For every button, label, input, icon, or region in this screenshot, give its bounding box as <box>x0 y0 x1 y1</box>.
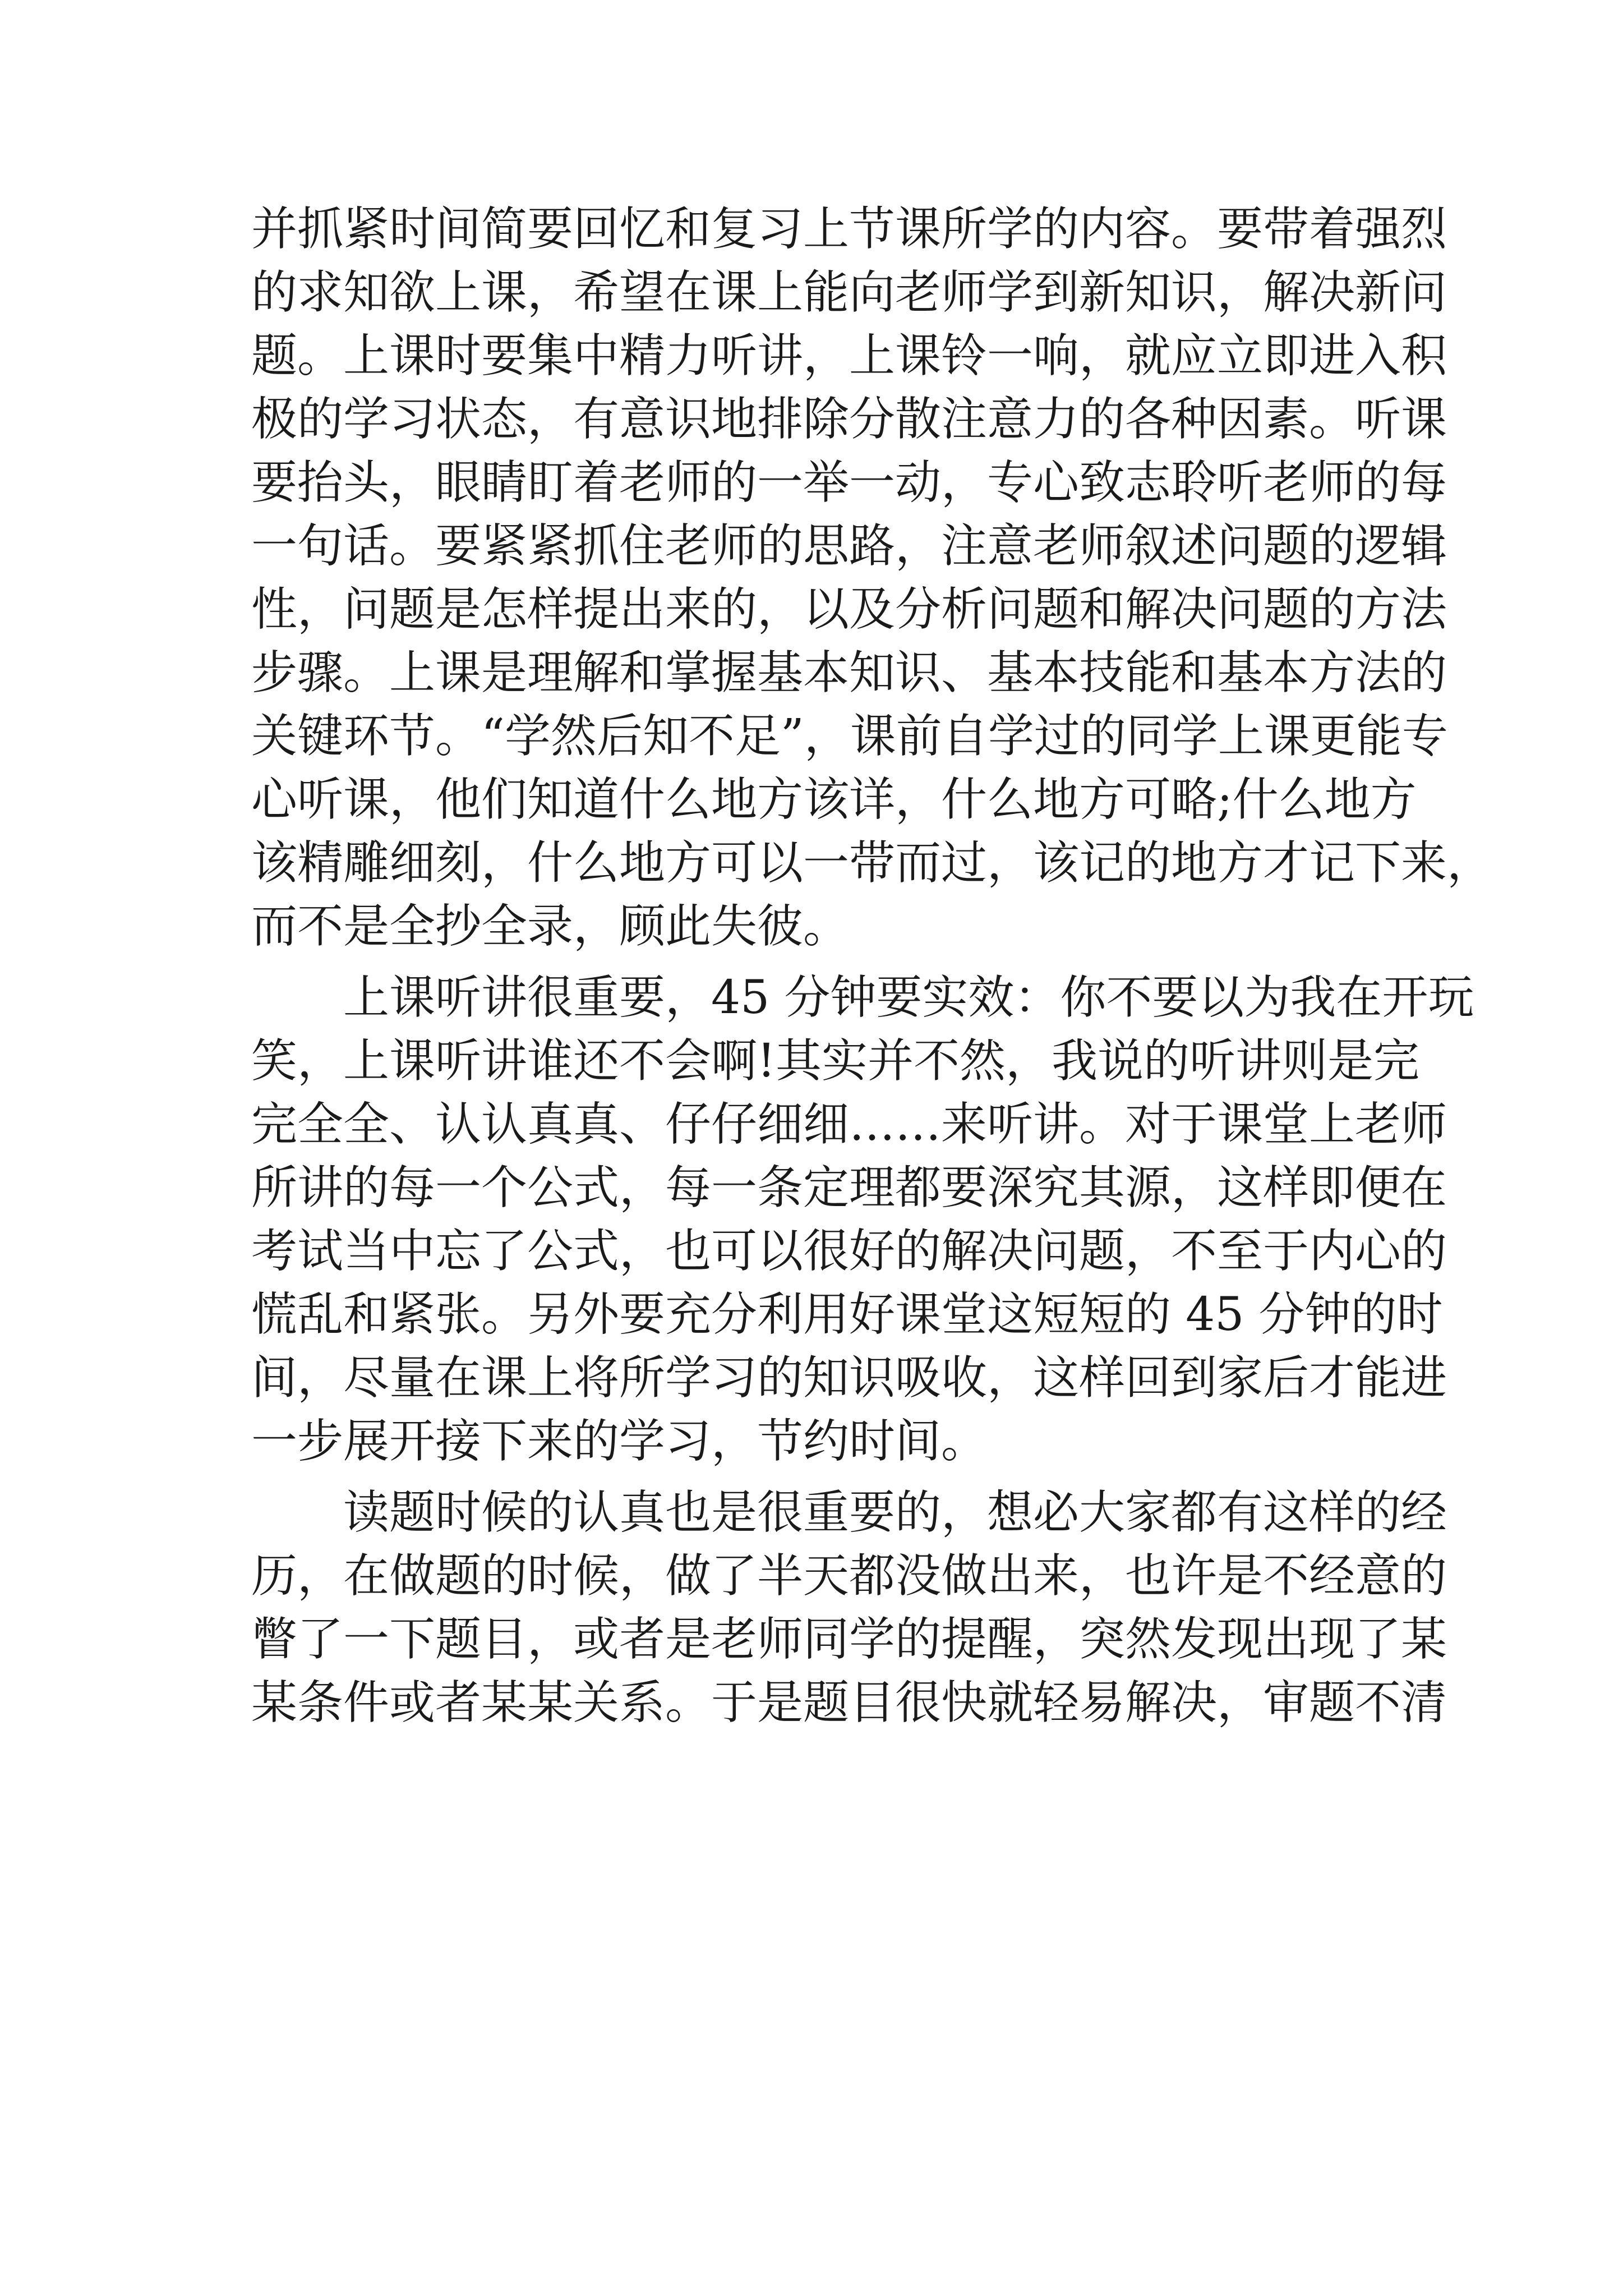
text-line: 瞥了一下题目，或者是老师同学的提醒，突然发现出现了某 <box>251 1613 1447 1666</box>
text-line: 关键环节。“学然后知不足”，课前自学过的同学上课更能专 <box>251 710 1448 763</box>
text-line: 历，在做题的时候，做了半天都没做出来，也许是不经意的 <box>251 1549 1447 1603</box>
text-line: 性，问题是怎样提出来的，以及分析问题和解决问题的方法 <box>251 583 1447 636</box>
text-line: 所讲的每一个公式，每一条定理都要深究其源，这样即便在 <box>251 1161 1447 1214</box>
text-line: 题。上课时要集中精力听讲，上课铃一响，就应立即进入积 <box>251 329 1447 383</box>
text-line: 间，尽量在课上将所学习的知识吸收，这样回到家后才能进 <box>251 1351 1447 1405</box>
paragraph-2 <box>251 966 1474 1473</box>
paragraph-1 <box>251 197 1493 958</box>
body-text <box>251 197 1493 1734</box>
paragraph-gap <box>251 958 1389 966</box>
text-line: 读题时候的认真也是很重要的，想必大家都有这样的经 <box>343 1486 1447 1539</box>
text-line: 考试当中忘了公式，也可以很好的解决问题，不至于内心的 <box>251 1225 1447 1278</box>
text-line: 某条件或者某某关系。于是题目很快就轻易解决，审题不清 <box>251 1676 1447 1729</box>
text-line: 一句话。要紧紧抓住老师的思路，注意老师叙述问题的逻辑 <box>251 519 1447 573</box>
text-line: 上课听讲很重要，45 分钟要实效：你不要以为我在开玩 <box>343 971 1474 1024</box>
text-line: 并抓紧时间简要回忆和复习上节课所学的内容。要带着强烈 <box>251 203 1447 256</box>
text-line: 而不是全抄全录，顾此失彼。 <box>251 900 850 953</box>
text-line: 完全全、认认真真、仔仔细细……来听讲。对于课堂上老师 <box>251 1098 1447 1151</box>
text-line: 的求知欲上课，希望在课上能向老师学到新知识，解决新问 <box>251 266 1447 319</box>
text-line: 步骤。上课是理解和掌握基本知识、基本技能和基本方法的 <box>251 646 1447 700</box>
text-line: 慌乱和紧张。另外要充分利用好课堂这短短的 45 分钟的时 <box>251 1288 1443 1341</box>
text-line: 心听课，他们知道什么地方该详，什么地方可略;什么地方 <box>251 773 1417 826</box>
text-line: 要抬头，眼睛盯着老师的一举一动，专心致志聆听老师的每 <box>251 456 1447 509</box>
text-line: 笑，上课听讲谁还不会啊!其实并不然，我说的听讲则是完 <box>251 1034 1419 1088</box>
text-line: 极的学习状态，有意识地排除分散注意力的各种因素。听课 <box>251 393 1447 446</box>
paragraph-gap <box>251 1473 1389 1481</box>
paragraph-3 <box>251 1481 1447 1734</box>
text-line: 该精雕细刻，什么地方可以一带而过，该记的地方才记下来， <box>251 836 1493 890</box>
text-line: 一步展开接下来的学习，节约时间。 <box>251 1415 988 1468</box>
